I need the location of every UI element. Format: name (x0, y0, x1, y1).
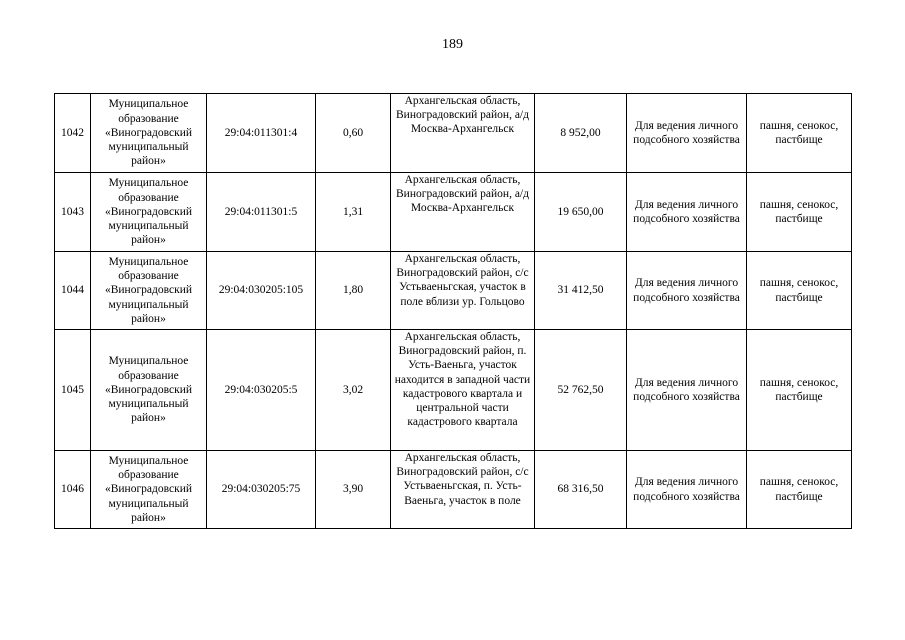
cadastral-value-cell: 31 412,50 (535, 252, 627, 330)
table-row (55, 94, 852, 173)
table-row (55, 330, 852, 451)
table-row (55, 173, 852, 252)
row-number-cell: 1045 (55, 330, 91, 451)
owner-cell: Муниципальное образование «Виноградовский муниципальный район» (91, 451, 207, 529)
address-cell: Архангельская область, Виноградовский район, п. Усть-Ваеньга, участок находится в западной части кадастрового квартала и центральной части кадастрового квартала (391, 330, 535, 451)
area-cell: 3,02 (316, 330, 391, 451)
cadastral-number-cell: 29:04:030205:75 (207, 451, 316, 529)
permitted-use-cell: Для ведения личного подсобного хозяйства (627, 252, 747, 330)
page-number: 189 (442, 37, 463, 52)
row-number-cell: 1042 (55, 94, 91, 173)
area-cell: 3,90 (316, 451, 391, 529)
land-type-cell: пашня, сенокос, пастбище (747, 252, 852, 330)
land-type-cell: пашня, сенокос, пастбище (747, 451, 852, 529)
owner-cell: Муниципальное образование «Виноградовский муниципальный район» (91, 330, 207, 451)
row-number-cell: 1044 (55, 252, 91, 330)
cadastral-value-cell: 68 316,50 (535, 451, 627, 529)
permitted-use-cell: Для ведения личного подсобного хозяйства (627, 451, 747, 529)
address-cell: Архангельская область, Виноградовский район, а/д Москва-Архангельск (391, 173, 535, 252)
row-number-cell: 1043 (55, 173, 91, 252)
cadastral-number-cell: 29:04:011301:5 (207, 173, 316, 252)
permitted-use-cell: Для ведения личного подсобного хозяйства (627, 173, 747, 252)
land-type-cell: пашня, сенокос, пастбище (747, 330, 852, 451)
land-type-cell: пашня, сенокос, пастбище (747, 173, 852, 252)
owner-cell: Муниципальное образование «Виноградовский муниципальный район» (91, 94, 207, 173)
area-cell: 1,31 (316, 173, 391, 252)
land-registry-table (54, 93, 852, 529)
table-row (55, 252, 852, 330)
permitted-use-cell: Для ведения личного подсобного хозяйства (627, 330, 747, 451)
cadastral-number-cell: 29:04:030205:5 (207, 330, 316, 451)
owner-cell: Муниципальное образование «Виноградовский муниципальный район» (91, 252, 207, 330)
land-type-cell: пашня, сенокос, пастбище (747, 94, 852, 173)
area-cell: 1,80 (316, 252, 391, 330)
owner-cell: Муниципальное образование «Виноградовский муниципальный район» (91, 173, 207, 252)
address-cell: Архангельская область, Виноградовский район, с/с Устьваеньгская, п. Усть-Ваеньга, участок в поле (391, 451, 535, 529)
cadastral-number-cell: 29:04:030205:105 (207, 252, 316, 330)
cadastral-value-cell: 52 762,50 (535, 330, 627, 451)
cadastral-value-cell: 8 952,00 (535, 94, 627, 173)
area-cell: 0,60 (316, 94, 391, 173)
table-row (55, 451, 852, 529)
address-cell: Архангельская область, Виноградовский район, а/д Москва-Архангельск (391, 94, 535, 173)
permitted-use-cell: Для ведения личного подсобного хозяйства (627, 94, 747, 173)
row-number-cell: 1046 (55, 451, 91, 529)
cadastral-number-cell: 29:04:011301:4 (207, 94, 316, 173)
cadastral-value-cell: 19 650,00 (535, 173, 627, 252)
address-cell: Архангельская область, Виноградовский район, с/с Устьваеньгская, участок в поле вблизи ур. Гольцово (391, 252, 535, 330)
